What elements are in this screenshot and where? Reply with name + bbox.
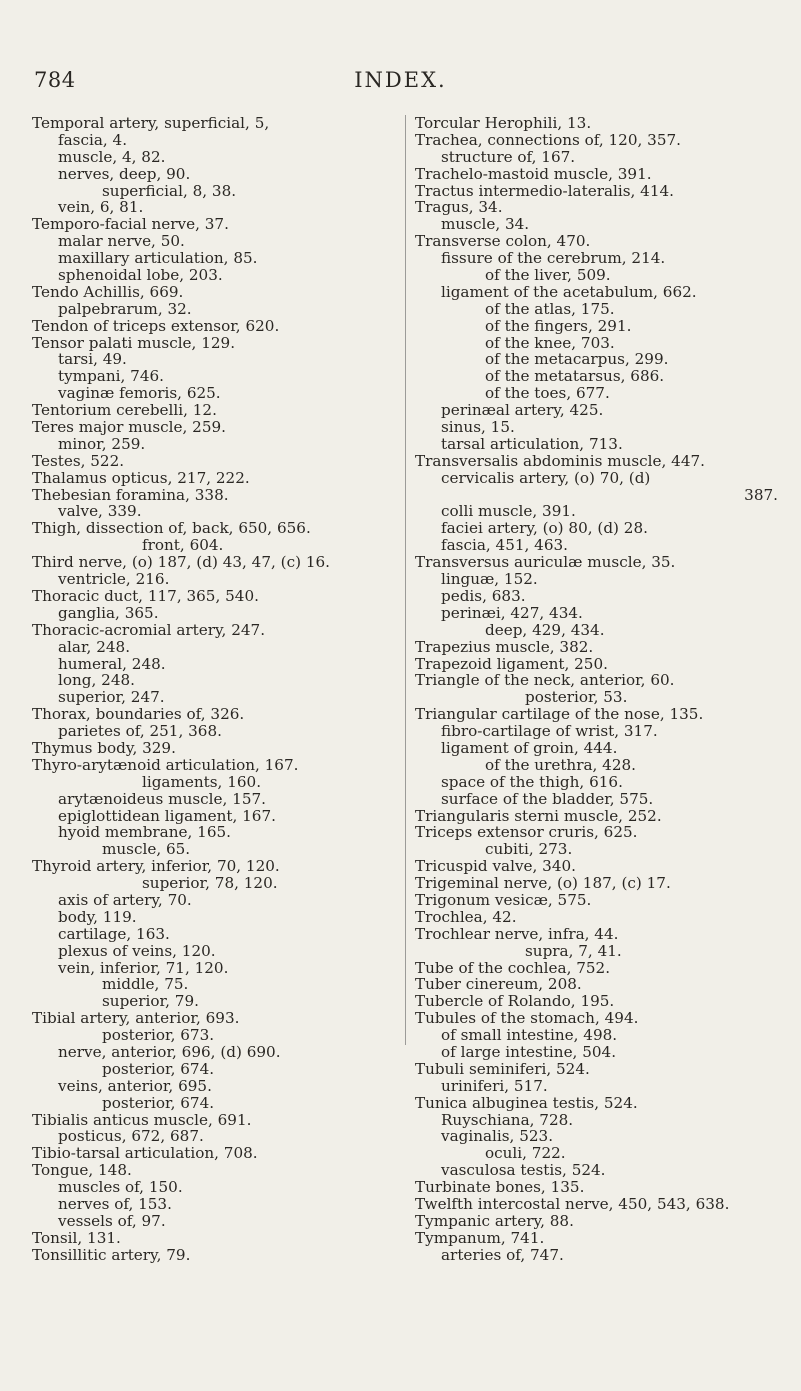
index-entry: vaginalis, 523. [441,1127,554,1146]
index-entry: superior, 79. [102,992,199,1011]
index-entry: of the atlas, 175. [485,299,615,318]
index-entry: supra, 7, 41. [525,941,622,960]
index-entry: superior, 78, 120. [142,874,278,893]
index-entry: Tonsillitic artery, 79. [32,1245,191,1264]
index-entry: Tympanic artery, 88. [415,1211,574,1230]
index-entry: arteries of, 747. [441,1245,564,1264]
index-entry: Trapezoid ligament, 250. [415,654,608,673]
index-entry: of the metacarpus, 299. [485,350,669,369]
index-entry: maxillary articulation, 85. [58,249,258,268]
index-entry: space of the thigh, 616. [441,772,623,791]
index-entry: Triangle of the neck, anterior, 60. [415,671,675,690]
index-entry: Tendo Achillis, 669. [32,282,184,301]
index-entry: nerves of, 153. [58,1195,172,1213]
index-entry: muscles of, 150. [58,1178,183,1197]
page-number: 784 [34,68,76,92]
index-entry: Tube of the cochlea, 752. [415,958,611,977]
index-entry: ventricle, 216. [58,570,170,589]
index-entry: Tubules of the stomach, 494. [415,1009,639,1028]
index-entry: Tricuspid valve, 340. [415,857,576,876]
page-header [0,68,801,98]
index-entry: of the fingers, 291. [485,316,632,335]
index-entry: fissure of the cerebrum, 214. [441,249,666,268]
index-entry: vessels of, 97. [58,1211,166,1230]
index-entry: parietes of, 251, 368. [58,722,222,741]
index-entry: Tibial artery, anterior, 693. [32,1009,240,1028]
running-title: INDEX. [354,68,447,92]
index-entry: posterior, 674. [102,1093,215,1112]
index-entry: nerve, anterior, 696, (d) 690. [58,1042,281,1061]
index-entry: deep, 429, 434. [485,620,605,639]
index-entry: ganglia, 365. [58,603,159,622]
index-entry: Trochlear nerve, infra, 44. [415,924,619,943]
index-entry: Tensor palati muscle, 129. [32,333,236,352]
index-entry: 387. [744,485,778,504]
index-entry: front, 604. [142,536,224,555]
index-entry: cartilage, 163. [58,924,170,943]
index-entry: tympani, 746. [58,367,164,386]
index-entry: Trachea, connections of, 120, 357. [415,130,681,149]
index-entry: Transverse colon, 470. [415,232,591,251]
index-entry: Thebesian foramina, 338. [32,485,229,504]
index-entry: cubiti, 273. [485,840,573,859]
index-entry: Thoracic-acromial artery, 247. [32,620,266,639]
index-entry: ligament of groin, 444. [441,738,618,757]
index-entry: vaginæ femoris, 625. [58,384,221,403]
index-entry: malar nerve, 50. [58,232,185,251]
index-entry: Third nerve, (o) 187, (d) 43, 47, (c) 16. [32,553,330,572]
index-entry: Triangular cartilage of the nose, 135. [415,705,704,724]
index-entry: Tibialis anticus muscle, 691. [32,1110,252,1129]
index-entry: hyoid membrane, 165. [58,823,231,842]
index-entry: cervicalis artery, (o) 70, (d) [441,468,651,487]
index-entry: Tibio-tarsal articulation, 708. [32,1144,258,1163]
index-entry: muscle, 34. [441,215,530,234]
index-entry: Transversus auriculæ muscle, 35. [415,553,676,572]
index-entry: of the knee, 703. [485,333,615,352]
index-entry: Transversalis abdominis muscle, 447. [415,451,705,470]
index-entry: muscle, 4, 82. [58,147,166,166]
index-entry: Trapezius muscle, 382. [415,637,594,656]
index-entry: Turbinate bones, 135. [415,1178,585,1197]
index-entry: Tympanum, 741. [415,1228,545,1247]
index-entry: Triceps extensor cruris, 625. [415,823,638,842]
index-entry: Tractus intermedio-lateralis, 414. [415,181,674,200]
index-entry: Ruyschiana, 728. [441,1110,574,1129]
index-entry: Temporal artery, superficial, 5, [32,114,270,132]
index-entry: tarsi, 49. [58,350,127,369]
index-entry: fibro-cartilage of wrist, 317. [441,722,658,741]
index-entry: Tubercle of Rolando, 195. [415,992,615,1011]
index-entry: arytænoideus muscle, 157. [58,789,266,808]
index-entry: plexus of veins, 120. [58,941,216,960]
index-entry: fascia, 4. [58,130,128,149]
index-entry: ligament of the acetabulum, 662. [441,282,697,301]
index-entry: posterior, 53. [525,688,628,707]
index-column-right [415,115,790,1264]
index-entry: posticus, 672, 687. [58,1127,204,1146]
index-entry: fascia, 451, 463. [441,536,569,555]
index-entry: Tunica albuginea testis, 524. [415,1093,638,1112]
index-entry: of the toes, 677. [485,384,610,403]
index-entry: oculi, 722. [485,1144,566,1163]
index-entry: structure of, 167. [441,147,576,166]
index-entry: ligaments, 160. [142,772,262,791]
index-entry: alar, 248. [58,637,131,656]
index-entry: Tuber cinereum, 208. [415,975,582,994]
index-entry: of the liver, 509. [485,266,611,285]
index-entry: sphenoidal lobe, 203. [58,266,223,285]
index-entry: vein, inferior, 71, 120. [58,958,229,977]
index-entry: Thyro-arytænoid articulation, 167. [32,755,299,774]
index-entry: Thymus body, 329. [32,738,176,757]
index-entry: colli muscle, 391. [441,502,576,521]
index-entry: long, 248. [58,671,135,690]
index-entry: epiglottidean ligament, 167. [58,806,276,825]
index-entry: Thyroid artery, inferior, 70, 120. [32,857,280,876]
index-entry: Tentorium cerebelli, 12. [32,401,217,420]
index-entry: faciei artery, (o) 80, (d) 28. [441,519,648,538]
index-entry: vein, 6, 81. [58,198,144,217]
column-divider [405,115,406,1045]
index-entry: humeral, 248. [58,654,166,673]
index-entry: muscle, 65. [102,840,191,859]
index-entry: axis of artery, 70. [58,890,192,909]
index-entry: Trigeminal nerve, (o) 187, (c) 17. [415,874,671,893]
index-entry: minor, 259. [58,434,146,453]
index-entry: Tubuli seminiferi, 524. [415,1059,590,1078]
index-entry: valve, 339. [58,502,142,521]
index-entry: Trigonum vesicæ, 575. [415,890,592,909]
index-entry: Tendon of triceps extensor, 620. [32,316,280,335]
index-entry: Tonsil, 131. [32,1228,121,1247]
index-entry: uriniferi, 517. [441,1076,548,1095]
index-entry: Tragus, 34. [415,198,503,217]
index-entry: of small intestine, 498. [441,1026,618,1045]
index-entry: tarsal articulation, 713. [441,434,623,453]
index-entry: Twelfth intercostal nerve, 450, 543, 638. [415,1195,730,1213]
index-entry: perinæal artery, 425. [441,401,604,420]
index-entry: Temporo-facial nerve, 37. [32,215,229,234]
index-entry: Teres major muscle, 259. [32,418,227,437]
index-entry: posterior, 673. [102,1026,215,1045]
index-entry: posterior, 674. [102,1059,215,1078]
index-entry: vasculosa testis, 524. [441,1161,606,1180]
index-entry: of large intestine, 504. [441,1042,617,1061]
index-entry: superior, 247. [58,688,165,707]
index-entry: of the urethra, 428. [485,755,636,774]
index-entry: of the metatarsus, 686. [485,367,665,386]
index-entry: Tongue, 148. [32,1161,132,1180]
index-entry: Thorax, boundaries of, 326. [32,705,245,724]
index-entry: Testes, 522. [32,451,125,470]
index-entry: palpebrarum, 32. [58,299,192,318]
index-entry: Triangularis sterni muscle, 252. [415,806,662,825]
index-entry: perinæi, 427, 434. [441,603,583,622]
index-entry: veins, anterior, 695. [58,1076,212,1095]
index-entry: sinus, 15. [441,418,515,437]
index-entry: superficial, 8, 38. [102,181,237,200]
index-entry: body, 119. [58,907,137,926]
index-entry: middle, 75. [102,975,189,994]
index-entry: Thigh, dissection of, back, 650, 656. [32,519,311,538]
index-entry: Torcular Herophili, 13. [415,114,592,132]
index-entry: Trochlea, 42. [415,907,517,926]
index-entry: nerves, deep, 90. [58,164,191,183]
index-entry: Thoracic duct, 117, 365, 540. [32,586,259,605]
index-entry: Trachelo-mastoid muscle, 391. [415,164,652,183]
index-entry: pedis, 683. [441,586,526,605]
index-column-left [32,115,397,1264]
index-entry: surface of the bladder, 575. [441,789,654,808]
index-entry: linguæ, 152. [441,570,538,589]
index-entry: Thalamus opticus, 217, 222. [32,468,250,487]
